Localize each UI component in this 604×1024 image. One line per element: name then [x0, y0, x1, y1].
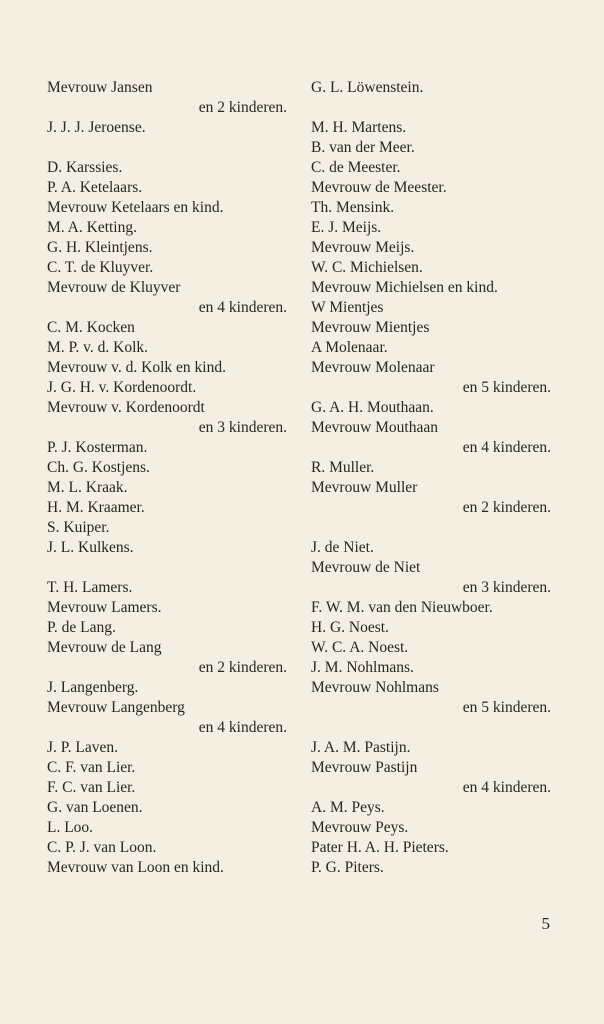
name-entry: Mevrouw Nohlmans — [311, 679, 439, 696]
name-entry: E. J. Meijs. — [311, 219, 382, 236]
name-entry: Mevrouw Muller — [311, 479, 418, 496]
left-column — [47, 78, 287, 878]
name-entry: J. P. Laven. — [47, 739, 119, 756]
name-entry: M. A. Ketting. — [47, 219, 137, 236]
name-entry: C. M. Kocken — [47, 319, 135, 336]
name-entry: P. G. Piters. — [311, 859, 384, 876]
name-entry: J. G. H. v. Kordenoordt. — [47, 379, 197, 396]
name-entry: M. P. v. d. Kolk. — [47, 339, 149, 356]
name-entry: Mevrouw Lamers. — [47, 599, 162, 616]
name-entry: Mevrouw de Lang — [47, 639, 162, 656]
name-entry: J. de Niet. — [311, 539, 374, 556]
name-entry: G. A. H. Mouthaan. — [311, 399, 434, 416]
name-entry: Mevrouw de Kluyver — [47, 279, 181, 296]
name-entry: P. J. Kosterman. — [47, 439, 148, 456]
name-entry: C. T. de Kluyver. — [47, 259, 154, 276]
name-entry: en 3 kinderen. — [198, 419, 287, 436]
name-entry: Mevrouw Mientjes — [311, 319, 430, 336]
name-entry: en 3 kinderen. — [462, 579, 551, 596]
name-entry: L. Loo. — [47, 819, 94, 836]
name-entry: P. A. Ketelaars. — [47, 179, 143, 196]
name-entry: en 2 kinderen. — [462, 499, 551, 516]
name-entry: C. de Meester. — [311, 159, 401, 176]
name-entry: C. P. J. van Loon. — [47, 839, 157, 856]
name-entry: W Mientjes — [311, 299, 384, 316]
blank-line — [311, 518, 551, 538]
name-entry: H. G. Noest. — [311, 619, 389, 636]
name-entry: S. Kuiper. — [47, 519, 110, 536]
name-entry: A Molenaar. — [311, 339, 388, 356]
name-entry: M. H. Martens. — [311, 119, 407, 136]
name-entry: C. F. van Lier. — [47, 759, 136, 776]
name-entry: G. van Loenen. — [47, 799, 143, 816]
name-entry: B. van der Meer. — [311, 139, 415, 156]
page-number: 5 — [541, 914, 550, 933]
name-entry: Mevrouw van Loon en kind. — [47, 859, 224, 876]
name-entry: en 5 kinderen. — [462, 699, 551, 716]
blank-line — [47, 138, 287, 158]
blank-line — [47, 558, 287, 578]
name-entry: en 2 kinderen. — [198, 659, 287, 676]
name-entry: Pater H. A. H. Pieters. — [311, 839, 449, 856]
name-entry: en 4 kinderen. — [198, 719, 287, 736]
name-entry: W. C. Michielsen. — [311, 259, 423, 276]
name-entry: H. M. Kraamer. — [47, 499, 145, 516]
name-entry: Mevrouw Pastijn — [311, 759, 418, 776]
name-entry: J. M. Nohlmans. — [311, 659, 414, 676]
name-entry: Ch. G. Kostjens. — [47, 459, 150, 476]
name-entry: en 4 kinderen. — [198, 299, 287, 316]
name-entry: Mevrouw v. Kordenoordt — [47, 399, 205, 416]
name-entry: G. L. Löwenstein. — [311, 79, 424, 96]
name-entry: Mevrouw de Niet — [311, 559, 421, 576]
name-entry: J. J. J. Jeroense. — [47, 119, 146, 136]
name-entry: G. H. Kleintjens. — [47, 239, 153, 256]
name-entry: A. M. Peys. — [311, 799, 385, 816]
name-entry: J. Langenberg. — [47, 679, 139, 696]
name-entry: Mevrouw de Meester. — [311, 179, 447, 196]
name-entry: en 2 kinderen. — [198, 99, 287, 116]
name-entry: Mevrouw Peys. — [311, 819, 409, 836]
name-entry: M. L. Kraak. — [47, 479, 128, 496]
name-entry: D. Karssies. — [47, 159, 123, 176]
name-entry: T. H. Lamers. — [47, 579, 133, 596]
name-entry: P. de Lang. — [47, 619, 116, 636]
name-entry: J. A. M. Pastijn. — [311, 739, 411, 756]
name-entry: en 5 kinderen. — [462, 379, 551, 396]
name-entry: Mevrouw v. d. Kolk en kind. — [47, 359, 226, 376]
blank-line — [311, 718, 551, 738]
name-entry: J. L. Kulkens. — [47, 539, 134, 556]
name-entry: Mevrouw Ketelaars en kind. — [47, 199, 224, 216]
name-entry: W. C. A. Noest. — [311, 639, 409, 656]
name-entry: Mevrouw Michielsen en kind. — [311, 279, 498, 296]
name-entry: Mevrouw Molenaar — [311, 359, 435, 376]
name-entry: Mevrouw Mouthaan — [311, 419, 438, 436]
name-entry: en 4 kinderen. — [462, 439, 551, 456]
name-entry: Th. Mensink. — [311, 199, 395, 216]
name-entry: Mevrouw Meijs. — [311, 239, 415, 256]
name-entry: R. Muller. — [311, 459, 375, 476]
name-entry: F. W. M. van den Nieuwboer. — [311, 599, 493, 616]
right-column — [311, 78, 551, 878]
name-entry: en 4 kinderen. — [462, 779, 551, 796]
name-entry: Mevrouw Jansen — [47, 79, 153, 96]
blank-line — [311, 98, 551, 118]
name-entry: Mevrouw Langenberg — [47, 699, 185, 716]
name-entry: F. C. van Lier. — [47, 779, 136, 796]
